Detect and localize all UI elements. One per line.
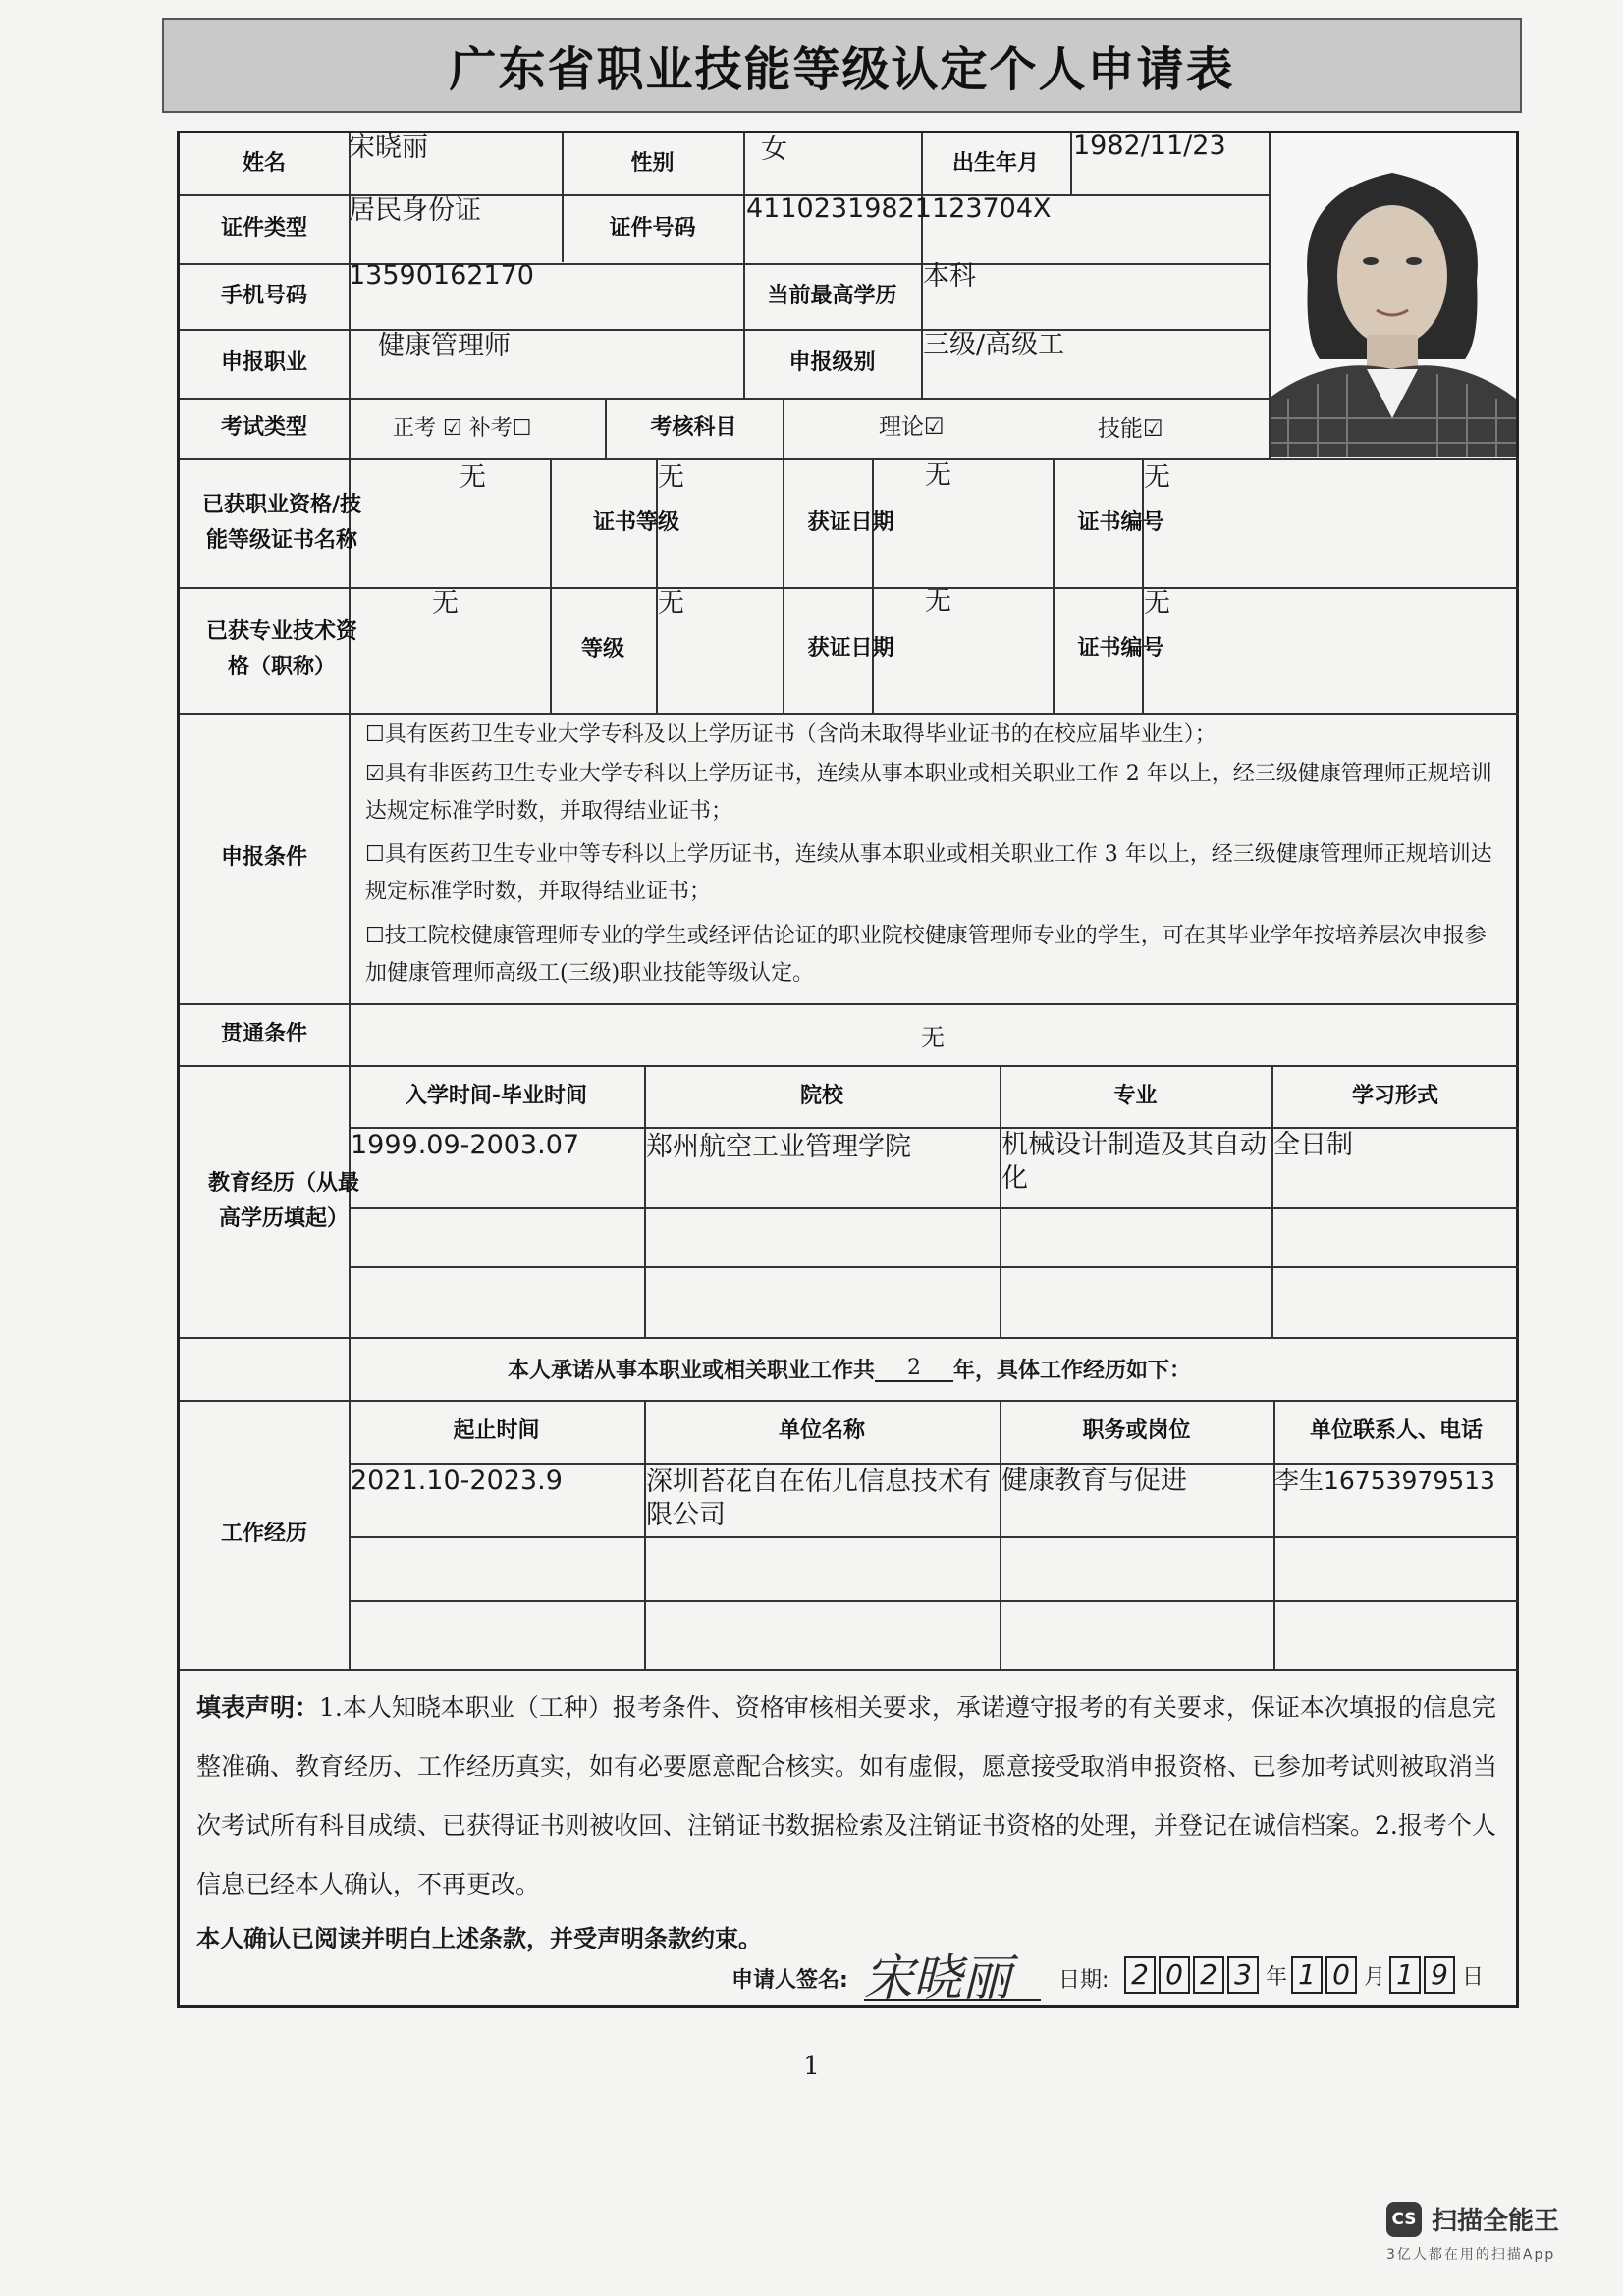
label-cert-no: 证书编号	[1077, 509, 1164, 535]
value-through: 无	[921, 1024, 945, 1051]
label-id-no: 证件号码	[609, 216, 696, 240]
work-header-post: 职务或岗位	[1082, 1418, 1191, 1443]
grid-line	[783, 398, 784, 458]
edu-row-school: 郑州航空工业管理学院	[646, 1132, 911, 1162]
value-education: 本科	[923, 261, 976, 292]
year-digit: 0	[1159, 1956, 1190, 1994]
label-gender: 性别	[630, 151, 675, 176]
value-cert-date: 无	[925, 460, 951, 491]
label-birth: 出生年月	[951, 151, 1039, 176]
scanner-logo-name: 扫描全能王	[1432, 2207, 1560, 2236]
label-occupation: 申报职业	[220, 350, 307, 375]
label-name: 姓名	[242, 151, 286, 176]
value-birth: 1982/11/23	[1073, 131, 1226, 161]
edu-header-period: 入学时间-毕业时间	[405, 1083, 588, 1108]
day-unit: 日	[1462, 1964, 1485, 1990]
work-row-contact: 李生16753979513	[1274, 1467, 1495, 1495]
condition-4: ☐技工院校健康管理师专业的学生或经评估论证的职业院校健康管理师专业的学生，可在其毕业学年按培养层次申报参加健康管理师高级工(三级)职业技能等级认定。	[365, 924, 1487, 986]
label-work-history: 工作经历	[220, 1522, 307, 1546]
declaration-text	[196, 1679, 1502, 1914]
sign-date	[1124, 1956, 1488, 1994]
month-digit: 0	[1325, 1956, 1357, 1994]
year-unit: 年	[1266, 1964, 1288, 1990]
month-unit: 月	[1364, 1964, 1386, 1990]
scanner-slogan: 3亿人都在用的扫描App	[1386, 2247, 1556, 2263]
grid-line	[349, 1600, 1519, 1602]
value-id-type: 居民身份证	[349, 195, 481, 226]
label-conditions: 申报条件	[220, 845, 307, 870]
year-digit: 2	[1124, 1956, 1156, 1994]
value-title-level: 无	[658, 588, 684, 618]
condition-3: ☐具有医药卫生专业中等专科以上学历证书，连续从事本职业或相关职业工作 3 年以上，经三级健康管理师正规培训达规定标准学时数，并取得结业证书；	[365, 842, 1492, 904]
work-commitment	[180, 1337, 1519, 1400]
value-cert-no: 无	[1144, 462, 1170, 493]
year-digit: 2	[1193, 1956, 1224, 1994]
label-exam-type: 考试类型	[220, 415, 307, 440]
label-title-no: 证书编号	[1077, 635, 1164, 661]
work-row-post: 健康教育与促进	[1001, 1466, 1187, 1496]
label-title-level: 等级	[580, 637, 624, 662]
value-name: 宋晓丽	[349, 133, 428, 163]
condition-2: ☑具有非医药卫生专业大学专科以上学历证书，连续从事本职业或相关职业工作 2 年以上，经三级健康管理师正规培训达规定标准学时数，并取得结业证书；	[365, 762, 1492, 824]
work-commit-suffix: 年，具体工作经历如下：	[953, 1358, 1192, 1383]
sign-label: 申请人签名:	[731, 1968, 848, 1993]
edu-header-school: 院校	[799, 1083, 843, 1108]
date-label: 日期:	[1058, 1968, 1109, 1993]
label-level: 申报级别	[788, 350, 876, 375]
value-subject-theory: 理论☑	[879, 414, 945, 440]
edu-header-major: 专业	[1113, 1083, 1158, 1108]
form-title: 广东省职业技能等级认定个人申请表	[162, 18, 1522, 113]
work-header-period: 起止时间	[453, 1418, 540, 1443]
label-phone: 手机号码	[220, 283, 307, 308]
work-commit-prefix: 本人承诺从事本职业或相关职业工作共	[507, 1358, 875, 1383]
label-title-date: 获证日期	[807, 635, 894, 661]
label-cert-obtained: 已获职业资格/技能等级证书名称	[201, 492, 362, 553]
value-title-no: 无	[1144, 588, 1170, 618]
work-header-contact: 单位联系人、电话	[1309, 1418, 1483, 1443]
applicant-photo	[1269, 133, 1516, 457]
label-cert-level: 证书等级	[592, 509, 679, 535]
month-digit: 1	[1291, 1956, 1323, 1994]
declaration-body: 1.本人知晓本职业（工种）报考条件、资格审核相关要求，承诺遵守报考的有关要求，保证本次填报的信息完整准确、教育经历、工作经历真实，如有必要愿意配合核实。如有虚假，愿意接受取消申报资格、已参加考试则被取消当次考试所有科目成绩、已获得证书则被收回、注销证书数据检索及注销证书资格的处理，并登记在诚信档案。2.报考个人信息已经本人确认，不再更改。	[196, 1693, 1498, 1898]
label-subjects: 考核科目	[650, 415, 737, 440]
value-level: 三级/高级工	[923, 330, 1065, 360]
work-header-unit: 单位名称	[778, 1418, 865, 1443]
edu-row-major: 机械设计制造及其自动化	[1001, 1130, 1267, 1194]
edu-row-period: 1999.09-2003.07	[351, 1130, 580, 1160]
value-exam-type: 正考 ☑ 补考☐	[393, 416, 532, 441]
label-through: 贯通条件	[220, 1021, 307, 1046]
value-title-name: 无	[432, 588, 459, 618]
value-subject-skill: 技能☑	[1098, 416, 1163, 442]
grid-line	[180, 1003, 1519, 1005]
label-title-obtained: 已获专业技术资格（职称）	[205, 619, 357, 679]
condition-1: ☐具有医药卫生专业大学专科及以上学历证书（含尚未取得毕业证书的在校应届毕业生）；	[365, 722, 1217, 747]
grid-line	[180, 1669, 1519, 1671]
work-row-unit: 深圳苔花自在佑儿信息技术有限公司	[646, 1467, 991, 1530]
grid-line	[1269, 133, 1271, 458]
work-row-period: 2021.10-2023.9	[351, 1466, 563, 1496]
applicant-signature: 宋晓丽	[864, 1949, 1011, 2006]
grid-line	[1070, 133, 1072, 195]
edu-row-mode: 全日制	[1273, 1130, 1353, 1160]
grid-line	[349, 1266, 1519, 1268]
label-id-type: 证件类型	[220, 216, 307, 240]
edu-header-mode: 学习形式	[1351, 1083, 1438, 1108]
page-number: 1	[803, 2052, 820, 2081]
value-cert-name: 无	[460, 462, 486, 493]
value-title-date: 无	[925, 586, 951, 616]
day-digit: 9	[1424, 1956, 1455, 1994]
value-occupation: 健康管理师	[378, 331, 511, 361]
value-cert-level: 无	[658, 462, 684, 493]
label-cert-date: 获证日期	[807, 509, 894, 535]
year-digit: 3	[1227, 1956, 1259, 1994]
value-phone: 13590162170	[349, 260, 534, 291]
grid-line	[180, 713, 1519, 715]
declaration-confirm: 本人确认已阅读并明白上述条款，并受声明条款约束。	[196, 1925, 762, 1952]
grid-line	[349, 1207, 1519, 1209]
day-digit: 1	[1389, 1956, 1421, 1994]
value-gender: 女	[761, 134, 787, 165]
label-edu-history: 教育经历（从最高学历填起）	[207, 1170, 359, 1231]
grid-line	[349, 1536, 1519, 1538]
scanner-logo-icon: CS	[1386, 2202, 1422, 2237]
work-commit-years: 2	[875, 1356, 953, 1382]
label-education: 当前最高学历	[767, 283, 897, 308]
declaration-head: 填表声明：	[196, 1693, 320, 1722]
scanner-logo	[1386, 2201, 1559, 2237]
value-id-no: 41102319821123704X	[746, 193, 1052, 224]
